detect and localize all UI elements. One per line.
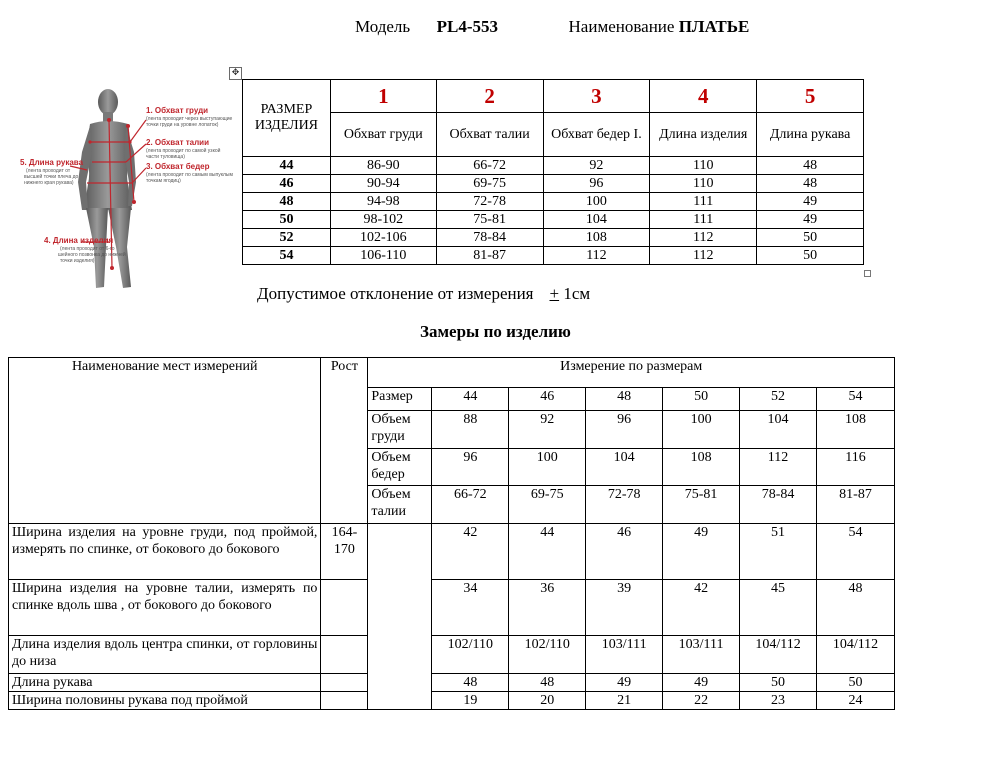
model-label: Модель [355,17,411,36]
height-value: 164-170 [321,524,368,580]
name-value: ПЛАТЬЕ [678,17,750,36]
name-label: Наименование [568,17,675,36]
height-column-header: Рост [321,358,368,524]
size-label: Размер [368,388,432,411]
table-row: 48 94-98 72-78 100 111 49 [243,193,864,211]
column-number: 5 [757,80,864,113]
column-header: Длина изделия [650,113,757,157]
figure-label-waist: 2. Обхват талии [146,138,209,147]
figure-label-hips: 3. Обхват бедер [146,162,210,171]
column-header: Обхват талии [436,113,543,157]
table-row: Объем бедер 96 100 104 108 112 116 [9,449,895,486]
tolerance-value: 1см [559,284,591,303]
figure-label-sleeve: 5. Длина рукава [20,158,84,167]
table-row: Ширина изделия на уровне груди, под проймой, измерять по спинке, от бокового до бокового 164-170 42 44 46 49 51 54 [9,524,895,580]
tolerance-text: Допустимое отклонение от измерения [257,284,534,303]
garment-measurements-table: Наименование мест измерений Рост Измерение по размерам Размер 44 46 48 50 52 54 Объем груди 88 92 96 100 104 108 Объем бедер 96 100 104 108 112 116 Объем талии 66-72 69-75 72-78 75-81 78-84 81-87 Ширина изделия на уровне груди, под проймой, измерять по спинке, от бокового до бокового 164-170 42 44 46 49 51 54 Ширина изделия на уровне талии, измерять по спинке вдоль шва , от бокового до бокового 34 36 39 42 45 48 Длина изделия вдоль центра спинки, от горловины до низа 102/110 102/110 103/111 103/111 104/112 104/112 Длина рукава 48 48 49 49 50 50 Ширина половины рукава под проймой 19 20 21 22 23 24 [8,357,895,710]
table-row: Длина рукава 48 48 49 49 50 50 [9,674,895,692]
move-handle-icon[interactable]: ✥ [229,67,242,80]
resize-handle-icon[interactable] [864,270,871,277]
table-row: Ширина половины рукава под проймой 19 20 21 22 23 24 [9,692,895,710]
empty-cell [368,524,432,710]
table-row: Ширина изделия на уровне талии, измерять по спинке вдоль шва , от бокового до бокового 34 36 39 42 45 48 [9,580,895,636]
table-row: 52 102-106 78-84 108 112 50 [243,229,864,247]
size-chart-table [242,79,864,265]
table-row: 54 106-110 81-87 112 112 50 [243,247,864,265]
name-column-header: Наименование мест измерений [9,358,321,524]
column-header: Обхват груди [330,113,436,157]
figure-label-chest: 1. Обхват груди [146,106,209,115]
column-header: Обхват бедер I. [543,113,650,157]
figure-label-length: 4. Длина изделия [44,236,114,245]
table-row: 50 98-102 75-81 104 111 49 [243,211,864,229]
table-row: Объем талии 66-72 69-75 72-78 75-81 78-84 81-87 [9,486,895,524]
woman-silhouette-icon [12,82,244,297]
tolerance-note [257,284,590,304]
column-number: 3 [543,80,650,113]
table-row: 44 86-90 66-72 92 110 48 [243,157,864,175]
model-value: PL4-553 [436,17,499,36]
table-row: 46 90-94 69-75 96 110 48 [243,175,864,193]
column-number: 2 [436,80,543,113]
document-header [355,17,749,37]
column-number: 1 [330,80,436,113]
table-row: Объем груди 88 92 96 100 104 108 [9,411,895,449]
table-row: Длина изделия вдоль центра спинки, от горловины до низа 102/110 102/110 103/111 103/111 104/112 104/112 [9,636,895,674]
size-header-cell: РАЗМЕР ИЗДЕЛИЯ [243,80,331,157]
plus-minus-sign: + [549,284,560,303]
column-number: 4 [650,80,757,113]
body-measurement-figure: 1. Обхват груди (лента проходит через выступающие точки груди на уровне лопаток) 2. Обхват талии (лента проходит по самой узкой части туловища) 3. Обхват бедер (лента проходит по самым выпуклым точкам ягодиц) 4. Длина изделия (лента проходит от 6-го шейного позвонка до нижней точки изделия) 5. Длина рукава (лента проходит от высшей точки плеча до нижнего края рукава) [12,82,244,297]
sizes-column-header: Измерение по размерам [368,358,895,388]
column-header: Длина рукава [757,113,864,157]
section-title: Замеры по изделию [420,322,571,341]
